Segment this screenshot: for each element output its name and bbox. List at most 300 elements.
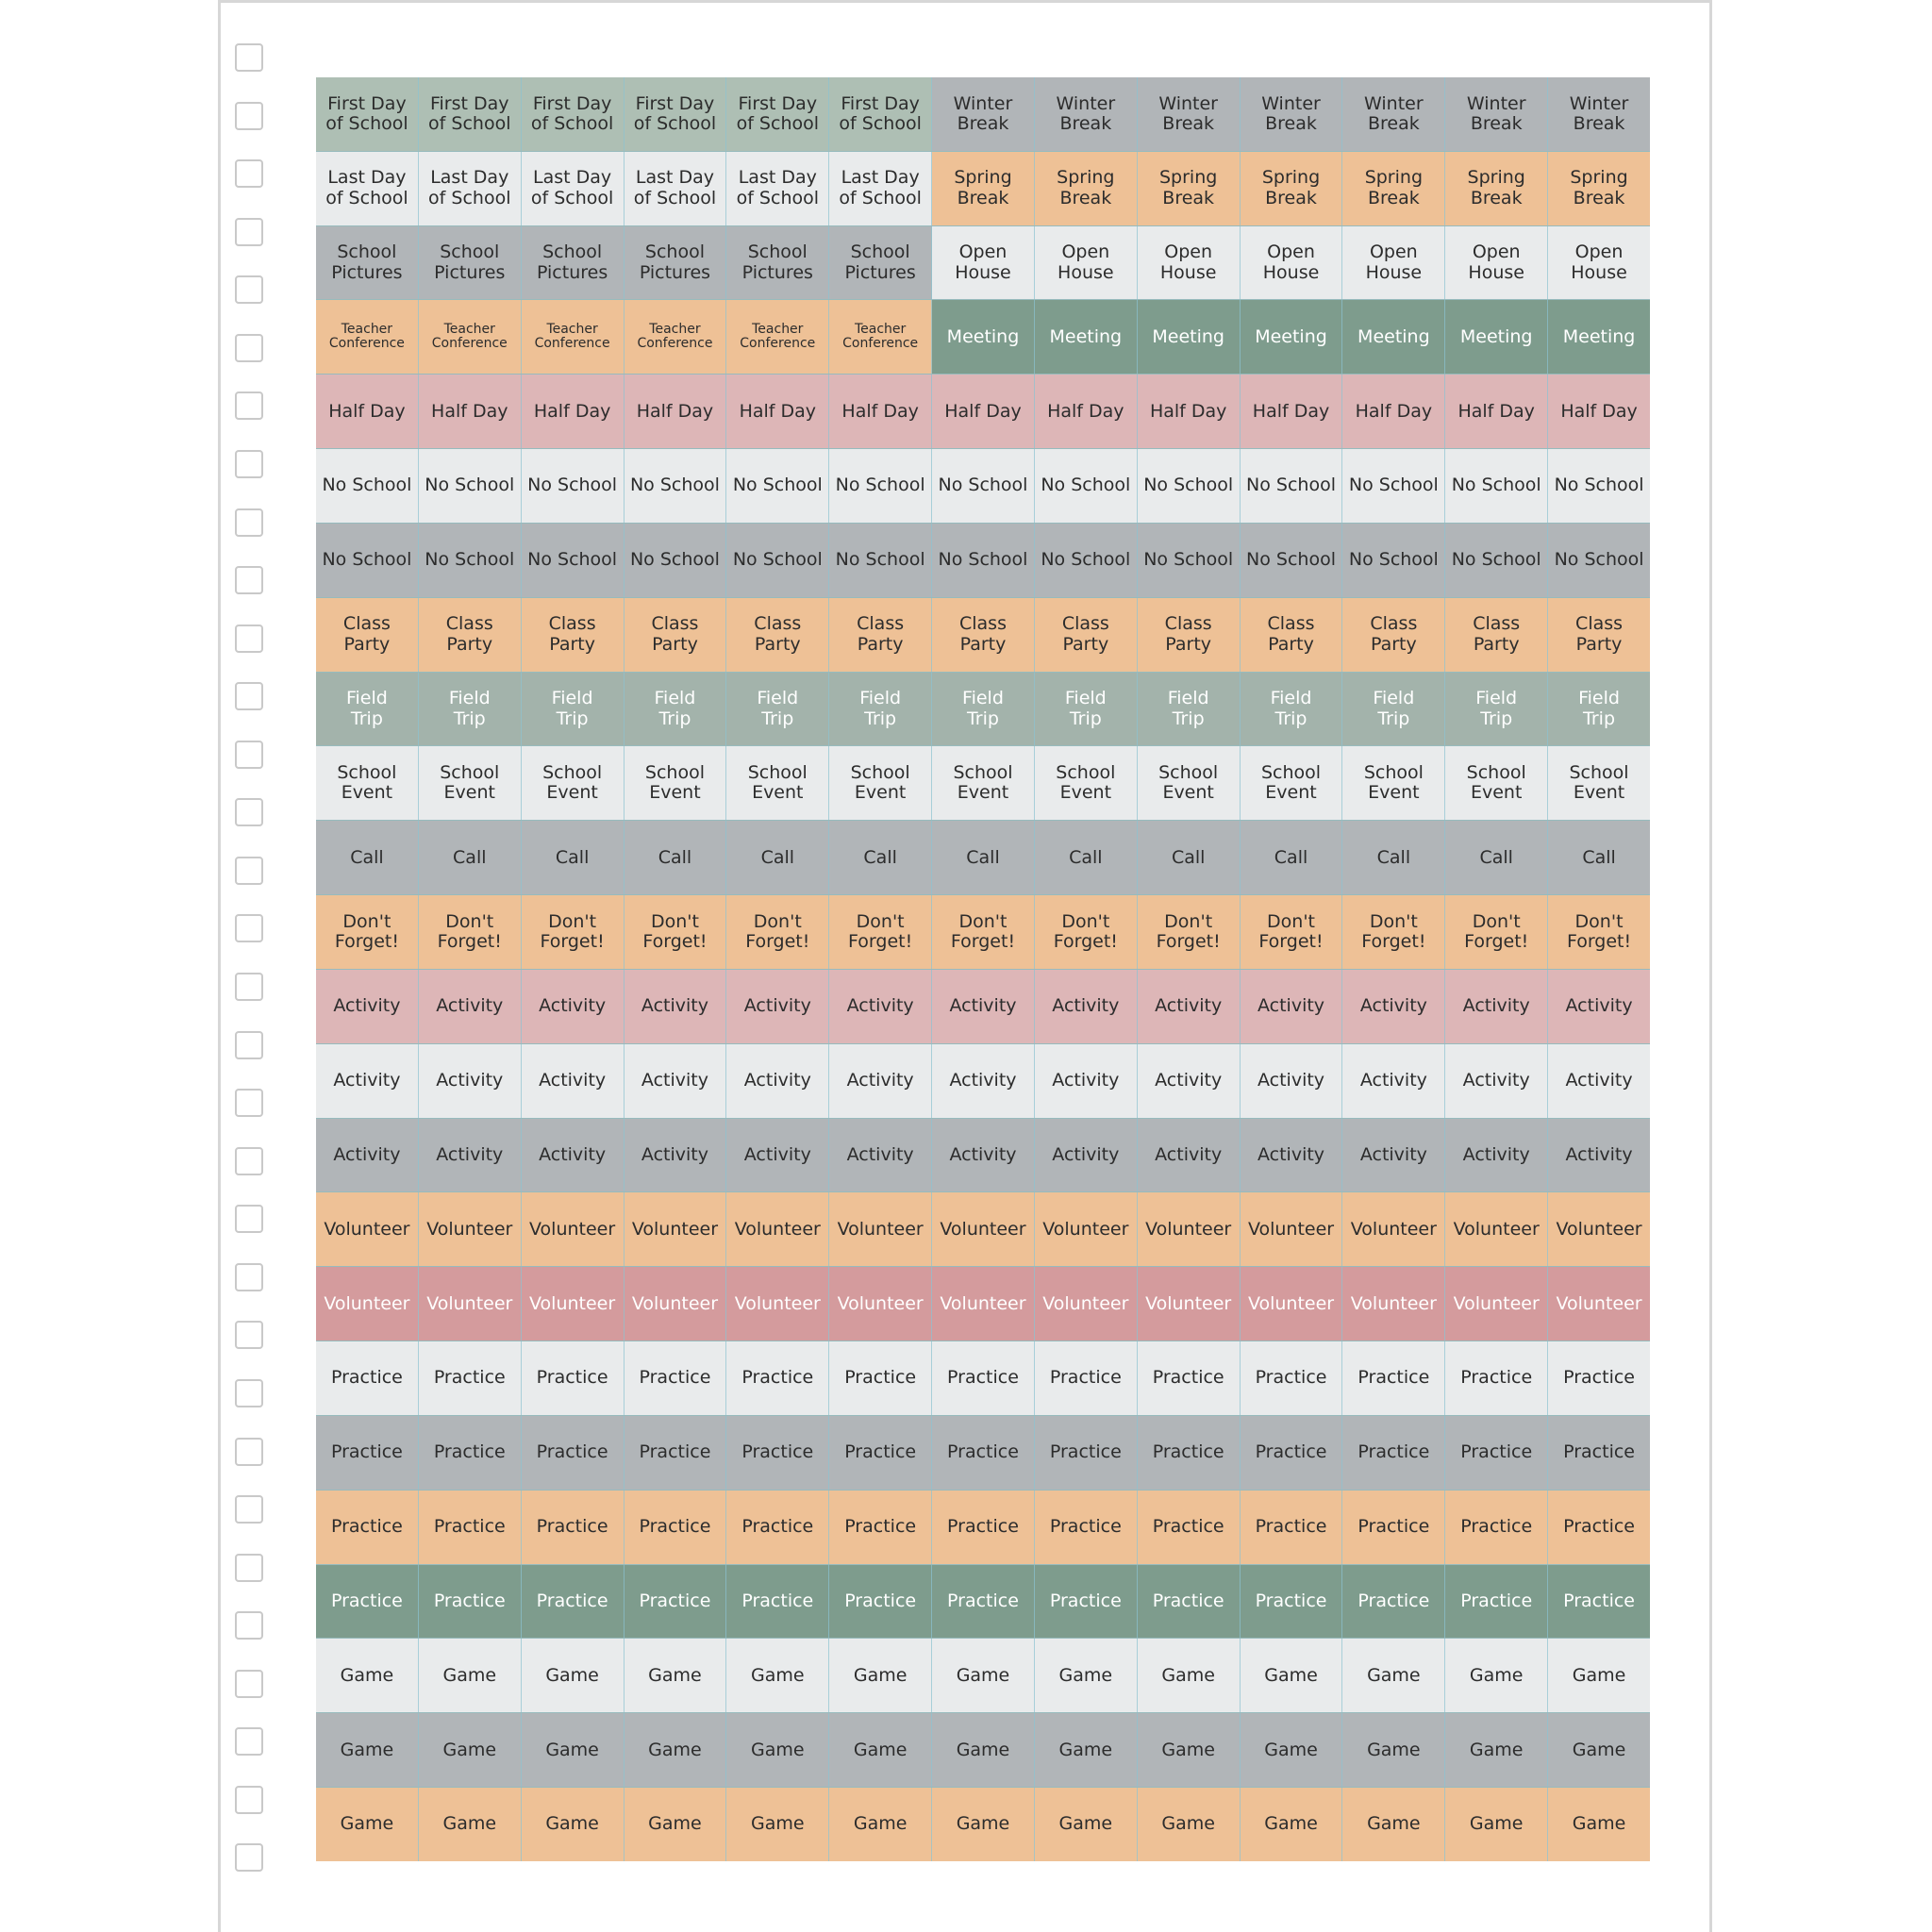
sticker[interactable]: Activity	[1035, 1044, 1138, 1118]
sticker[interactable]: Don't Forget!	[1241, 895, 1343, 969]
sticker[interactable]: Volunteer	[932, 1192, 1035, 1266]
sticker[interactable]: Practice	[316, 1416, 419, 1490]
sticker[interactable]: Game	[829, 1713, 932, 1787]
sticker[interactable]: Practice	[316, 1341, 419, 1415]
sticker[interactable]: Activity	[1548, 1044, 1650, 1118]
sticker[interactable]: Game	[932, 1713, 1035, 1787]
sticker[interactable]: Half Day	[419, 375, 522, 448]
sticker[interactable]: Activity	[1035, 1119, 1138, 1192]
sticker[interactable]: Game	[726, 1713, 829, 1787]
sticker[interactable]: School Event	[829, 746, 932, 820]
sticker[interactable]: Volunteer	[1138, 1267, 1241, 1341]
sticker[interactable]: Activity	[522, 1119, 625, 1192]
sticker[interactable]: Practice	[1035, 1491, 1138, 1564]
sticker[interactable]: No School	[1241, 524, 1343, 597]
sticker[interactable]: Call	[932, 821, 1035, 894]
sticker[interactable]: Half Day	[1548, 375, 1650, 448]
sticker[interactable]: Field Trip	[1241, 673, 1343, 746]
sticker[interactable]: Winter Break	[1342, 77, 1445, 151]
sticker[interactable]: Winter Break	[1548, 77, 1650, 151]
sticker[interactable]: Meeting	[1445, 300, 1548, 374]
sticker[interactable]: No School	[625, 524, 727, 597]
sticker[interactable]: Don't Forget!	[1035, 895, 1138, 969]
sticker[interactable]: Game	[829, 1639, 932, 1712]
sticker[interactable]: Don't Forget!	[316, 895, 419, 969]
sticker[interactable]: Game	[932, 1639, 1035, 1712]
sticker[interactable]: Practice	[1342, 1416, 1445, 1490]
sticker[interactable]: Last Day of School	[316, 152, 419, 225]
sticker[interactable]: No School	[829, 524, 932, 597]
sticker[interactable]: Class Party	[1138, 598, 1241, 672]
sticker[interactable]: Field Trip	[316, 673, 419, 746]
sticker[interactable]: Activity	[1445, 1119, 1548, 1192]
sticker[interactable]: Practice	[932, 1491, 1035, 1564]
sticker[interactable]: No School	[932, 524, 1035, 597]
sticker[interactable]: Volunteer	[419, 1267, 522, 1341]
sticker[interactable]: Activity	[419, 1119, 522, 1192]
sticker[interactable]: Game	[522, 1639, 625, 1712]
sticker[interactable]: Call	[1445, 821, 1548, 894]
sticker[interactable]: Call	[1035, 821, 1138, 894]
sticker[interactable]: Game	[1445, 1639, 1548, 1712]
sticker[interactable]: Volunteer	[1548, 1192, 1650, 1266]
sticker[interactable]: Winter Break	[932, 77, 1035, 151]
sticker[interactable]: Open House	[932, 226, 1035, 300]
sticker[interactable]: Game	[522, 1713, 625, 1787]
sticker[interactable]: Practice	[829, 1416, 932, 1490]
sticker[interactable]: No School	[1035, 449, 1138, 523]
sticker[interactable]: Activity	[829, 1044, 932, 1118]
sticker[interactable]: Class Party	[829, 598, 932, 672]
sticker[interactable]: Half Day	[1241, 375, 1343, 448]
sticker[interactable]: Game	[522, 1788, 625, 1861]
sticker[interactable]: Game	[1241, 1639, 1343, 1712]
sticker[interactable]: Activity	[419, 970, 522, 1043]
sticker[interactable]: School Event	[932, 746, 1035, 820]
sticker[interactable]: Volunteer	[1445, 1192, 1548, 1266]
sticker[interactable]: Practice	[932, 1416, 1035, 1490]
sticker[interactable]: Call	[829, 821, 932, 894]
sticker[interactable]: Class Party	[932, 598, 1035, 672]
sticker[interactable]: Activity	[1138, 970, 1241, 1043]
sticker[interactable]: Half Day	[829, 375, 932, 448]
sticker[interactable]: Game	[1342, 1639, 1445, 1712]
sticker[interactable]: Spring Break	[1138, 152, 1241, 225]
sticker[interactable]: No School	[1138, 524, 1241, 597]
sticker[interactable]: Don't Forget!	[419, 895, 522, 969]
sticker[interactable]: Activity	[726, 1044, 829, 1118]
sticker[interactable]: Practice	[1138, 1416, 1241, 1490]
sticker[interactable]: Last Day of School	[419, 152, 522, 225]
sticker[interactable]: First Day of School	[522, 77, 625, 151]
sticker[interactable]: Volunteer	[1138, 1192, 1241, 1266]
sticker[interactable]: Half Day	[932, 375, 1035, 448]
sticker[interactable]: School Pictures	[625, 226, 727, 300]
sticker[interactable]: Don't Forget!	[1342, 895, 1445, 969]
sticker[interactable]: Activity	[726, 970, 829, 1043]
sticker[interactable]: Call	[1138, 821, 1241, 894]
sticker[interactable]: Activity	[625, 970, 727, 1043]
sticker[interactable]: Volunteer	[932, 1267, 1035, 1341]
sticker[interactable]: Call	[419, 821, 522, 894]
sticker[interactable]: Practice	[625, 1491, 727, 1564]
sticker[interactable]: Practice	[419, 1491, 522, 1564]
sticker[interactable]: Activity	[625, 1044, 727, 1118]
sticker[interactable]: Activity	[932, 1119, 1035, 1192]
sticker[interactable]: Call	[1342, 821, 1445, 894]
sticker[interactable]: Game	[726, 1788, 829, 1861]
sticker[interactable]: Don't Forget!	[625, 895, 727, 969]
sticker[interactable]: No School	[1445, 524, 1548, 597]
sticker[interactable]: Spring Break	[1548, 152, 1650, 225]
sticker[interactable]: Class Party	[625, 598, 727, 672]
sticker[interactable]: Activity	[1138, 1119, 1241, 1192]
sticker[interactable]: Half Day	[1445, 375, 1548, 448]
sticker[interactable]: Practice	[1445, 1341, 1548, 1415]
sticker[interactable]: Half Day	[316, 375, 419, 448]
sticker[interactable]: Practice	[1035, 1565, 1138, 1639]
sticker[interactable]: Practice	[316, 1565, 419, 1639]
sticker[interactable]: Practice	[419, 1341, 522, 1415]
sticker[interactable]: Game	[726, 1639, 829, 1712]
sticker[interactable]: Volunteer	[829, 1267, 932, 1341]
sticker[interactable]: Volunteer	[625, 1192, 727, 1266]
sticker[interactable]: Activity	[1342, 970, 1445, 1043]
sticker[interactable]: No School	[522, 449, 625, 523]
sticker[interactable]: Practice	[1035, 1416, 1138, 1490]
sticker[interactable]: Activity	[932, 1044, 1035, 1118]
sticker[interactable]: Practice	[1548, 1565, 1650, 1639]
sticker[interactable]: School Event	[1035, 746, 1138, 820]
sticker[interactable]: School Event	[1138, 746, 1241, 820]
sticker[interactable]: No School	[726, 449, 829, 523]
sticker[interactable]: First Day of School	[419, 77, 522, 151]
sticker[interactable]: Activity	[316, 970, 419, 1043]
sticker[interactable]: Winter Break	[1445, 77, 1548, 151]
sticker[interactable]: Practice	[1241, 1341, 1343, 1415]
sticker[interactable]: Field Trip	[522, 673, 625, 746]
sticker[interactable]: Call	[1548, 821, 1650, 894]
sticker[interactable]: Practice	[1548, 1491, 1650, 1564]
sticker[interactable]: Meeting	[1342, 300, 1445, 374]
sticker[interactable]: School Pictures	[522, 226, 625, 300]
sticker[interactable]: Open House	[1138, 226, 1241, 300]
sticker[interactable]: Practice	[625, 1565, 727, 1639]
sticker[interactable]: Meeting	[1548, 300, 1650, 374]
sticker[interactable]: School Event	[419, 746, 522, 820]
sticker[interactable]: Activity	[1138, 1044, 1241, 1118]
sticker[interactable]: Half Day	[625, 375, 727, 448]
sticker[interactable]: Game	[316, 1713, 419, 1787]
sticker[interactable]: Open House	[1548, 226, 1650, 300]
sticker[interactable]: Winter Break	[1241, 77, 1343, 151]
sticker[interactable]: Practice	[1445, 1416, 1548, 1490]
sticker[interactable]: No School	[1445, 449, 1548, 523]
sticker[interactable]: Last Day of School	[522, 152, 625, 225]
sticker[interactable]: Class Party	[1035, 598, 1138, 672]
sticker[interactable]: Field Trip	[1342, 673, 1445, 746]
sticker[interactable]: School Event	[1445, 746, 1548, 820]
sticker[interactable]: Activity	[419, 1044, 522, 1118]
sticker[interactable]: Game	[829, 1788, 932, 1861]
sticker[interactable]: Half Day	[1342, 375, 1445, 448]
sticker[interactable]: First Day of School	[829, 77, 932, 151]
sticker[interactable]: Field Trip	[932, 673, 1035, 746]
sticker[interactable]: No School	[1035, 524, 1138, 597]
sticker[interactable]: Volunteer	[1241, 1192, 1343, 1266]
sticker[interactable]: School Pictures	[829, 226, 932, 300]
sticker[interactable]: Practice	[625, 1416, 727, 1490]
sticker[interactable]: Practice	[829, 1565, 932, 1639]
sticker[interactable]: Class Party	[1342, 598, 1445, 672]
sticker[interactable]: Practice	[1445, 1565, 1548, 1639]
sticker[interactable]: No School	[316, 449, 419, 523]
sticker[interactable]: Volunteer	[316, 1267, 419, 1341]
sticker[interactable]: First Day of School	[316, 77, 419, 151]
sticker[interactable]: Activity	[1445, 1044, 1548, 1118]
sticker[interactable]: Practice	[1241, 1565, 1343, 1639]
sticker[interactable]: Class Party	[1241, 598, 1343, 672]
sticker[interactable]: Last Day of School	[625, 152, 727, 225]
sticker[interactable]: Activity	[932, 970, 1035, 1043]
sticker[interactable]: No School	[829, 449, 932, 523]
sticker[interactable]: Field Trip	[625, 673, 727, 746]
sticker[interactable]: School Event	[522, 746, 625, 820]
sticker[interactable]: Practice	[726, 1341, 829, 1415]
sticker[interactable]: Spring Break	[1035, 152, 1138, 225]
sticker[interactable]: Practice	[726, 1491, 829, 1564]
sticker[interactable]: Game	[625, 1713, 727, 1787]
sticker[interactable]: No School	[1342, 449, 1445, 523]
sticker[interactable]: Game	[1548, 1788, 1650, 1861]
sticker[interactable]: School Event	[1241, 746, 1343, 820]
sticker[interactable]: School Pictures	[316, 226, 419, 300]
sticker[interactable]: Game	[1241, 1788, 1343, 1861]
sticker[interactable]: Activity	[1342, 1119, 1445, 1192]
sticker[interactable]: Practice	[1138, 1341, 1241, 1415]
sticker[interactable]: Volunteer	[726, 1267, 829, 1341]
sticker[interactable]: Winter Break	[1138, 77, 1241, 151]
sticker[interactable]: Volunteer	[1241, 1267, 1343, 1341]
sticker[interactable]: Volunteer	[1445, 1267, 1548, 1341]
sticker[interactable]: Volunteer	[1548, 1267, 1650, 1341]
sticker[interactable]: Practice	[522, 1491, 625, 1564]
sticker[interactable]: Open House	[1445, 226, 1548, 300]
sticker[interactable]: Practice	[1342, 1491, 1445, 1564]
sticker[interactable]: Practice	[522, 1565, 625, 1639]
sticker[interactable]: Volunteer	[316, 1192, 419, 1266]
sticker[interactable]: No School	[1241, 449, 1343, 523]
sticker[interactable]: Class Party	[522, 598, 625, 672]
sticker[interactable]: Activity	[1548, 1119, 1650, 1192]
sticker[interactable]: Practice	[419, 1565, 522, 1639]
sticker[interactable]: No School	[726, 524, 829, 597]
sticker[interactable]: Game	[1035, 1639, 1138, 1712]
sticker[interactable]: Class Party	[1548, 598, 1650, 672]
sticker[interactable]: Game	[1138, 1639, 1241, 1712]
sticker[interactable]: Activity	[522, 1044, 625, 1118]
sticker[interactable]: School Pictures	[419, 226, 522, 300]
sticker[interactable]: Volunteer	[1035, 1267, 1138, 1341]
sticker[interactable]: Class Party	[1445, 598, 1548, 672]
sticker[interactable]: Activity	[829, 970, 932, 1043]
sticker[interactable]: Field Trip	[1445, 673, 1548, 746]
sticker[interactable]: No School	[316, 524, 419, 597]
sticker[interactable]: Teacher Conference	[419, 300, 522, 374]
sticker[interactable]: School Event	[316, 746, 419, 820]
sticker[interactable]: Practice	[1035, 1341, 1138, 1415]
sticker[interactable]: Practice	[419, 1416, 522, 1490]
sticker[interactable]: Last Day of School	[829, 152, 932, 225]
sticker[interactable]: Open House	[1241, 226, 1343, 300]
sticker[interactable]: Practice	[316, 1491, 419, 1564]
sticker[interactable]: Practice	[1138, 1491, 1241, 1564]
sticker[interactable]: Spring Break	[1445, 152, 1548, 225]
sticker[interactable]: Practice	[625, 1341, 727, 1415]
sticker[interactable]: Volunteer	[829, 1192, 932, 1266]
sticker[interactable]: No School	[1342, 524, 1445, 597]
sticker[interactable]: Activity	[726, 1119, 829, 1192]
sticker[interactable]: Practice	[829, 1341, 932, 1415]
sticker[interactable]: Field Trip	[419, 673, 522, 746]
sticker[interactable]: Game	[316, 1788, 419, 1861]
sticker[interactable]: Practice	[1548, 1416, 1650, 1490]
sticker[interactable]: Practice	[1241, 1491, 1343, 1564]
sticker[interactable]: Meeting	[1241, 300, 1343, 374]
sticker[interactable]: Open House	[1035, 226, 1138, 300]
sticker[interactable]: No School	[1548, 524, 1650, 597]
sticker[interactable]: First Day of School	[625, 77, 727, 151]
sticker[interactable]: Volunteer	[1035, 1192, 1138, 1266]
sticker[interactable]: Don't Forget!	[1548, 895, 1650, 969]
sticker[interactable]: Activity	[1241, 970, 1343, 1043]
sticker[interactable]: Game	[1138, 1788, 1241, 1861]
sticker[interactable]: Activity	[1445, 970, 1548, 1043]
sticker[interactable]: Activity	[316, 1119, 419, 1192]
sticker[interactable]: Don't Forget!	[932, 895, 1035, 969]
sticker[interactable]: Game	[625, 1639, 727, 1712]
sticker[interactable]: School Event	[625, 746, 727, 820]
sticker[interactable]: Volunteer	[1342, 1192, 1445, 1266]
sticker[interactable]: Volunteer	[625, 1267, 727, 1341]
sticker[interactable]: Open House	[1342, 226, 1445, 300]
sticker[interactable]: No School	[419, 524, 522, 597]
sticker[interactable]: Practice	[1342, 1341, 1445, 1415]
sticker[interactable]: Practice	[522, 1341, 625, 1415]
sticker[interactable]: Teacher Conference	[316, 300, 419, 374]
sticker[interactable]: Practice	[932, 1341, 1035, 1415]
sticker[interactable]: School Pictures	[726, 226, 829, 300]
sticker[interactable]: Don't Forget!	[1138, 895, 1241, 969]
sticker[interactable]: School Event	[726, 746, 829, 820]
sticker[interactable]: Meeting	[1138, 300, 1241, 374]
sticker[interactable]: Practice	[1548, 1341, 1650, 1415]
sticker[interactable]: Activity	[1035, 970, 1138, 1043]
sticker[interactable]: No School	[419, 449, 522, 523]
sticker[interactable]: Don't Forget!	[1445, 895, 1548, 969]
sticker[interactable]: Field Trip	[1548, 673, 1650, 746]
sticker[interactable]: Game	[625, 1788, 727, 1861]
sticker[interactable]: Game	[1445, 1713, 1548, 1787]
sticker[interactable]: Call	[316, 821, 419, 894]
sticker[interactable]: Spring Break	[1342, 152, 1445, 225]
sticker[interactable]: Volunteer	[419, 1192, 522, 1266]
sticker[interactable]: Teacher Conference	[829, 300, 932, 374]
sticker[interactable]: Call	[726, 821, 829, 894]
sticker[interactable]: Call	[1241, 821, 1343, 894]
sticker[interactable]: Field Trip	[1035, 673, 1138, 746]
sticker[interactable]: Game	[1138, 1713, 1241, 1787]
sticker[interactable]: Game	[419, 1788, 522, 1861]
sticker[interactable]: Game	[1241, 1713, 1343, 1787]
sticker[interactable]: Practice	[1138, 1565, 1241, 1639]
sticker[interactable]: Field Trip	[726, 673, 829, 746]
sticker[interactable]: Volunteer	[522, 1267, 625, 1341]
sticker[interactable]: Volunteer	[726, 1192, 829, 1266]
sticker[interactable]: Activity	[522, 970, 625, 1043]
sticker[interactable]: Field Trip	[1138, 673, 1241, 746]
sticker[interactable]: Activity	[1548, 970, 1650, 1043]
sticker[interactable]: Field Trip	[829, 673, 932, 746]
sticker[interactable]: Volunteer	[1342, 1267, 1445, 1341]
sticker[interactable]: Game	[316, 1639, 419, 1712]
sticker[interactable]: Game	[1342, 1788, 1445, 1861]
sticker[interactable]: No School	[1138, 449, 1241, 523]
sticker[interactable]: Don't Forget!	[829, 895, 932, 969]
sticker[interactable]: Activity	[625, 1119, 727, 1192]
sticker[interactable]: Teacher Conference	[726, 300, 829, 374]
sticker[interactable]: Game	[932, 1788, 1035, 1861]
sticker[interactable]: Activity	[1241, 1044, 1343, 1118]
sticker[interactable]: Game	[419, 1713, 522, 1787]
sticker[interactable]: Game	[1342, 1713, 1445, 1787]
sticker[interactable]: Call	[625, 821, 727, 894]
sticker[interactable]: Activity	[1342, 1044, 1445, 1118]
sticker[interactable]: Volunteer	[522, 1192, 625, 1266]
sticker[interactable]: Practice	[829, 1491, 932, 1564]
sticker[interactable]: Don't Forget!	[522, 895, 625, 969]
sticker[interactable]: No School	[625, 449, 727, 523]
sticker[interactable]: Game	[1035, 1713, 1138, 1787]
sticker[interactable]: Activity	[316, 1044, 419, 1118]
sticker[interactable]: Spring Break	[932, 152, 1035, 225]
sticker[interactable]: Class Party	[726, 598, 829, 672]
sticker[interactable]: School Event	[1342, 746, 1445, 820]
sticker[interactable]: Spring Break	[1241, 152, 1343, 225]
sticker[interactable]: Half Day	[726, 375, 829, 448]
sticker[interactable]: Call	[522, 821, 625, 894]
sticker[interactable]: Practice	[1445, 1491, 1548, 1564]
sticker[interactable]: Practice	[726, 1565, 829, 1639]
sticker[interactable]: Activity	[1241, 1119, 1343, 1192]
sticker[interactable]: Practice	[522, 1416, 625, 1490]
sticker[interactable]: No School	[522, 524, 625, 597]
sticker[interactable]: Class Party	[316, 598, 419, 672]
sticker[interactable]: Last Day of School	[726, 152, 829, 225]
sticker[interactable]: Meeting	[932, 300, 1035, 374]
sticker[interactable]: Half Day	[1138, 375, 1241, 448]
sticker[interactable]: Teacher Conference	[522, 300, 625, 374]
sticker[interactable]: Game	[1548, 1639, 1650, 1712]
sticker[interactable]: Teacher Conference	[625, 300, 727, 374]
sticker[interactable]: School Event	[1548, 746, 1650, 820]
sticker[interactable]: Practice	[726, 1416, 829, 1490]
sticker[interactable]: Winter Break	[1035, 77, 1138, 151]
sticker[interactable]: Meeting	[1035, 300, 1138, 374]
sticker[interactable]: Game	[1548, 1713, 1650, 1787]
sticker[interactable]: Practice	[1241, 1416, 1343, 1490]
sticker[interactable]: Game	[419, 1639, 522, 1712]
